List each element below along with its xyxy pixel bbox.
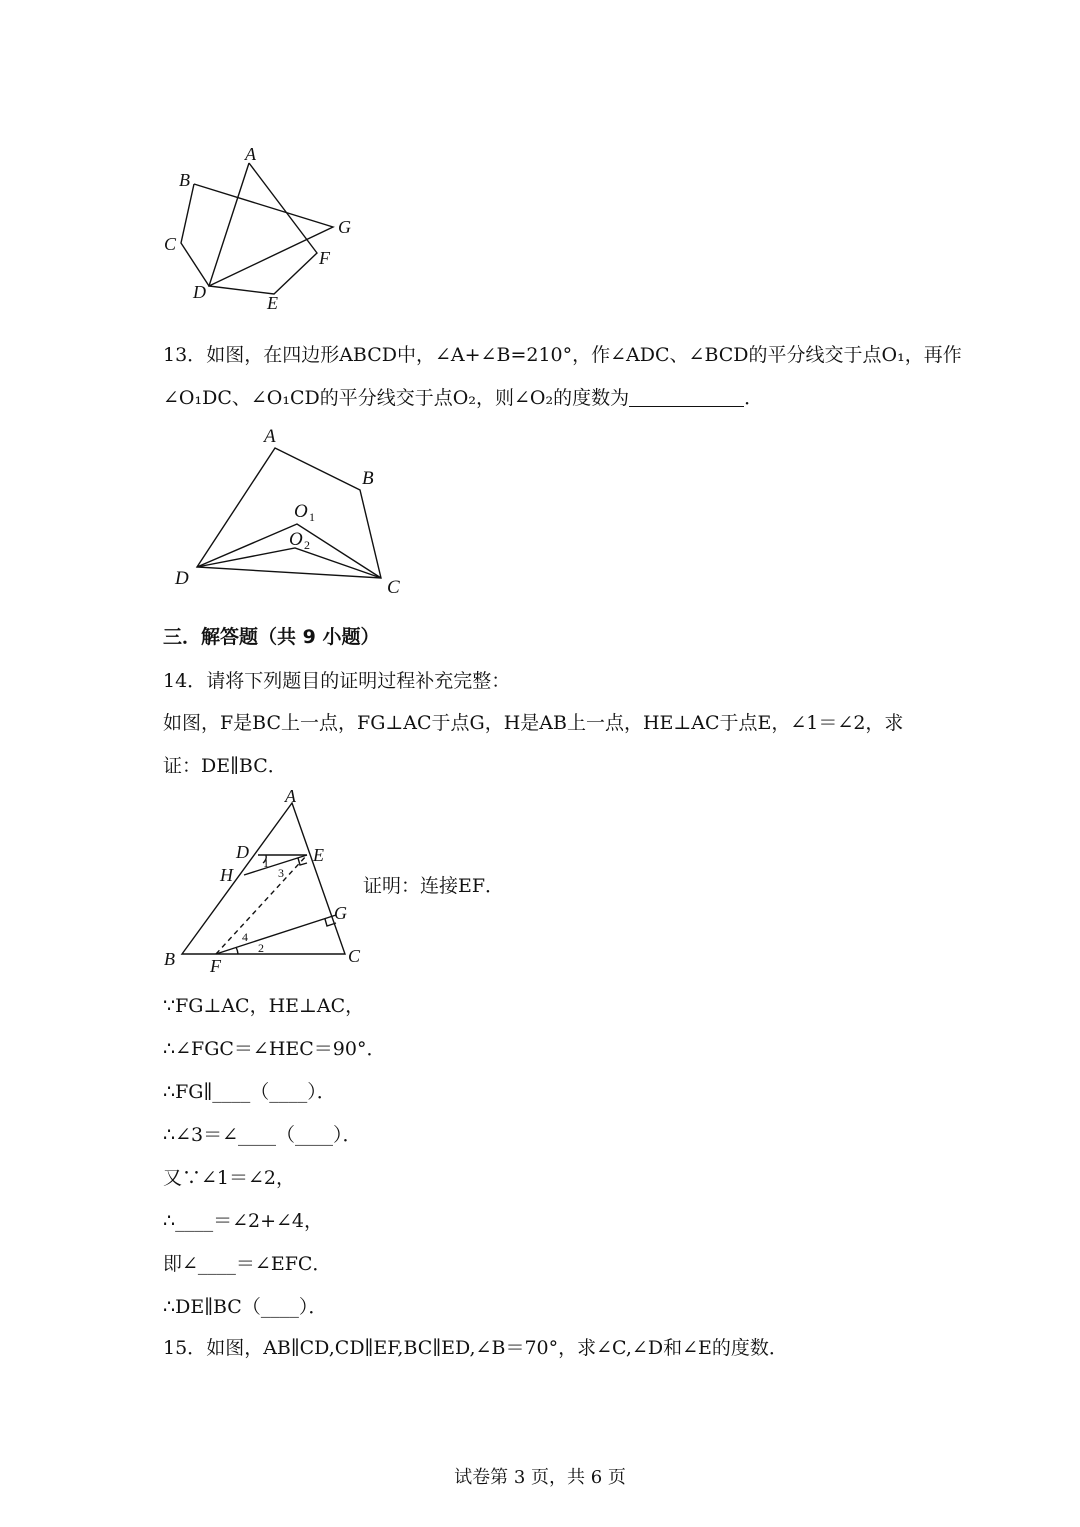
- fig14-label-b: B: [164, 949, 175, 969]
- q14-step-4[interactable]: ∴∠3＝∠____（____）．: [163, 1124, 362, 1146]
- fig14-label-d: D: [236, 842, 249, 862]
- q14-step-5: 又∵∠1＝∠2，: [163, 1167, 296, 1189]
- fig14-line-fg: [216, 915, 336, 954]
- q13-text-line2: ∠O₁DC、∠O₁CD的平分线交于点O₂，则∠O₂的度数为: [163, 387, 630, 409]
- q14-step-2: ∴∠FGC＝∠HEC＝90°．: [163, 1038, 386, 1060]
- fig13-quadrilateral: [197, 448, 381, 578]
- fig14-label-f: F: [210, 956, 221, 975]
- q14-intro-line: [163, 666, 510, 693]
- fig12-label-b: B: [179, 170, 190, 190]
- fig13-label-o2: O: [289, 529, 303, 550]
- q15-line: [163, 1333, 788, 1360]
- q13-text-line1: 如图，在四边形ABCD中，∠A+∠B=210°，作∠ADC、∠BCD的平分线交于点O₁，再作: [206, 344, 962, 366]
- figure-q14: [160, 785, 375, 975]
- fig13-label-o1: O: [294, 501, 308, 522]
- q13-line2-end: ．: [744, 387, 764, 409]
- q13-line1: [163, 340, 962, 367]
- fig14-triangle-abc: [182, 803, 345, 954]
- fig12-label-c: C: [164, 234, 177, 254]
- q14-statement-line2: 证：DE∥BC．: [163, 755, 287, 777]
- q13-answer-blank[interactable]: [629, 388, 744, 407]
- q14-step-6[interactable]: ∴____＝∠2+∠4，: [163, 1210, 324, 1232]
- section-heading: 三．解答题（共 9 小题）: [163, 626, 380, 648]
- fig13-label-b: B: [362, 468, 374, 489]
- fig14-angle-arc-2: [236, 947, 238, 954]
- q14-statement-line1: 如图，F是BC上一点，FG⊥AC于点G，H是AB上一点，HE⊥AC于点E，∠1＝∠2，求: [163, 712, 904, 734]
- fig12-quad-bcdg: [181, 184, 333, 286]
- fig13-label-c: C: [387, 577, 400, 598]
- q14-step-3[interactable]: ∴FG∥____（____）．: [163, 1081, 336, 1103]
- fig12-label-e: E: [267, 293, 278, 313]
- q14-step-8[interactable]: ∴DE∥BC（____）．: [163, 1296, 328, 1318]
- fig14-label-c: C: [348, 946, 361, 966]
- fig12-label-d: D: [193, 282, 206, 302]
- q14-step-1: ∵FG⊥AC，HE⊥AC，: [163, 995, 365, 1017]
- fig14-angle-1: 1: [263, 856, 269, 870]
- fig12-label-g: G: [338, 217, 351, 237]
- q15-number: 15．: [163, 1337, 207, 1359]
- q14-step-7[interactable]: 即∠____＝∠EFC．: [163, 1253, 332, 1275]
- q14-proof-intro: 证明：连接EF．: [363, 875, 505, 897]
- fig14-label-e: E: [313, 845, 324, 865]
- fig14-angle-4: 4: [242, 930, 248, 944]
- fig13-label-o2-sub: 2: [304, 538, 310, 552]
- q13-line2: [163, 383, 763, 410]
- fig14-angle-2: 2: [258, 941, 264, 955]
- q15-text: 如图，AB∥CD,CD∥EF,BC∥ED,∠B＝70°，求∠C,∠D和∠E的度数．: [206, 1337, 788, 1359]
- q14-intro: 请将下列题目的证明过程补充完整：: [206, 670, 511, 692]
- page-footer: 试卷第 3 页，共 6 页: [454, 1467, 626, 1488]
- fig14-label-g: G: [334, 903, 347, 923]
- figure-q12: [150, 140, 370, 320]
- fig12-label-f: F: [319, 248, 330, 268]
- fig14-label-a: A: [285, 786, 296, 806]
- fig14-label-h: H: [220, 865, 233, 885]
- q14-number: 14．: [163, 670, 207, 692]
- fig13-label-d: D: [175, 568, 189, 589]
- q13-number: 13．: [163, 344, 207, 366]
- fig13-label-o1-sub: 1: [309, 510, 315, 524]
- fig14-angle-3: 3: [278, 866, 284, 880]
- fig13-label-a: A: [264, 426, 276, 447]
- figure-q13: [165, 420, 415, 605]
- fig13-bisectors-o2: [197, 548, 381, 578]
- fig12-quad-adef: [209, 163, 317, 294]
- fig12-label-a: A: [245, 144, 256, 164]
